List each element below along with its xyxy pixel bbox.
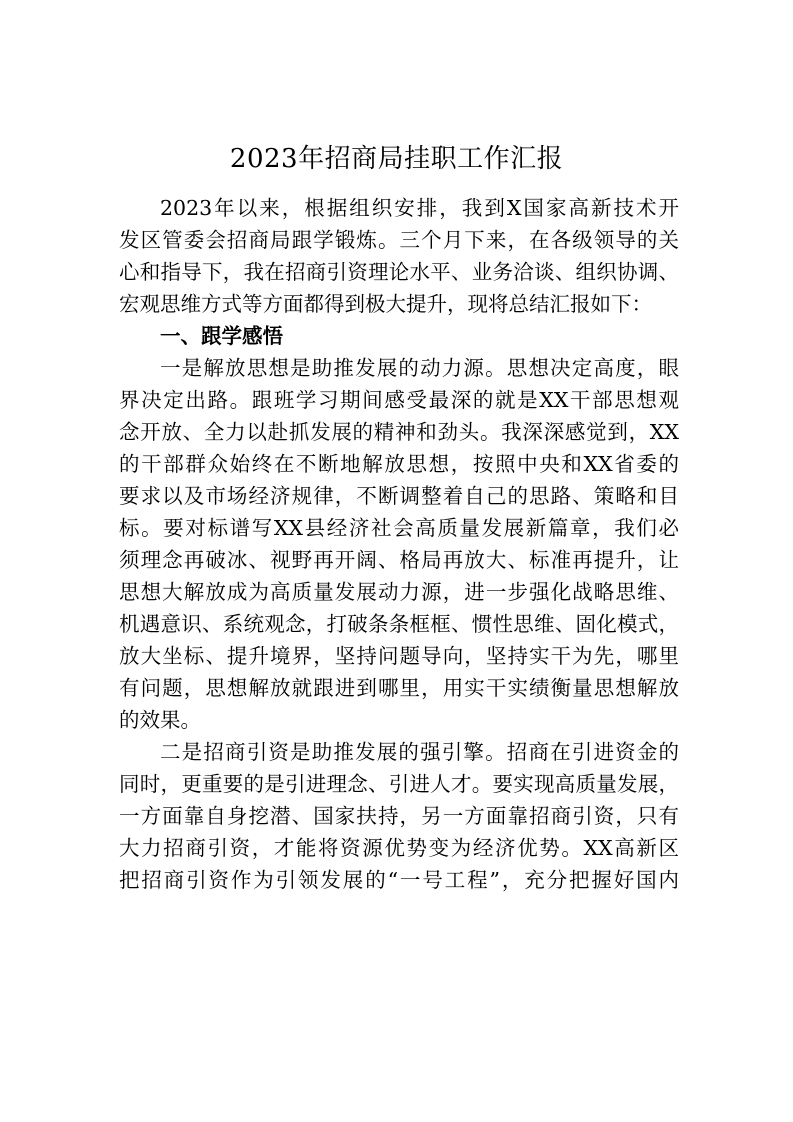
paragraph-line: 心和指导下，我在招商引资理论水平、业务洽谈、组织协调、 (119, 260, 679, 284)
paragraph-line: 机遇意识、系统观念，打破条条框框、惯性思维、固化模式， (119, 612, 679, 636)
paragraph-line: 发区管委会招商局跟学锻炼。三个月下来，在各级领导的关 (119, 228, 679, 252)
paragraph-line: 念开放、全力以赴抓发展的精神和劲头。我深深感觉到，XX (119, 420, 679, 444)
paragraph-line: 界决定出路。跟班学习期间感受最深的就是XX干部思想观 (119, 388, 679, 412)
paragraph-line: 同时，更重要的是引进理念、引进人才。要实现高质量发展， (119, 772, 679, 796)
paragraph-line: 有问题，思想解放就跟进到哪里，用实干实绩衡量思想解放 (119, 676, 679, 700)
paragraph-line: 二是招商引资是助推发展的强引擎。招商在引进资金的 (160, 740, 679, 764)
paragraph-line: 标。要对标谱写XX县经济社会高质量发展新篇章，我们必 (119, 516, 679, 540)
section-heading: 一、跟学感悟 (160, 324, 283, 348)
document-title: 2023年招商局挂职工作汇报 (229, 144, 564, 174)
document-body (119, 192, 679, 896)
paragraph-line: 一是解放思想是助推发展的动力源。思想决定高度，眼 (160, 356, 679, 380)
paragraph-line: 要求以及市场经济规律，不断调整着自己的思路、策略和目 (119, 484, 679, 508)
paragraph-line: 宏观思维方式等方面都得到极大提升，现将总结汇报如下： (119, 292, 652, 316)
paragraph-line: 的效果。 (119, 708, 201, 732)
paragraph-line: 思想大解放成为高质量发展动力源，进一步强化战略思维、 (119, 580, 679, 604)
paragraph-line: 大力招商引资，才能将资源优势变为经济优势。XX高新区 (119, 836, 679, 860)
paragraph-line: 的干部群众始终在不断地解放思想，按照中央和XX省委的 (119, 452, 679, 476)
paragraph-line: 2023年以来，根据组织安排，我到X国家高新技术开 (160, 196, 679, 220)
paragraph-line: 放大坐标、提升境界，坚持问题导向，坚持实干为先，哪里 (119, 644, 679, 668)
paragraph-line: 须理念再破冰、视野再开阔、格局再放大、标准再提升，让 (119, 548, 679, 572)
paragraph-line: 把招商引资作为引领发展的“一号工程”，充分把握好国内 (119, 868, 679, 892)
paragraph-line: 一方面靠自身挖潜、国家扶持，另一方面靠招商引资，只有 (119, 804, 679, 828)
